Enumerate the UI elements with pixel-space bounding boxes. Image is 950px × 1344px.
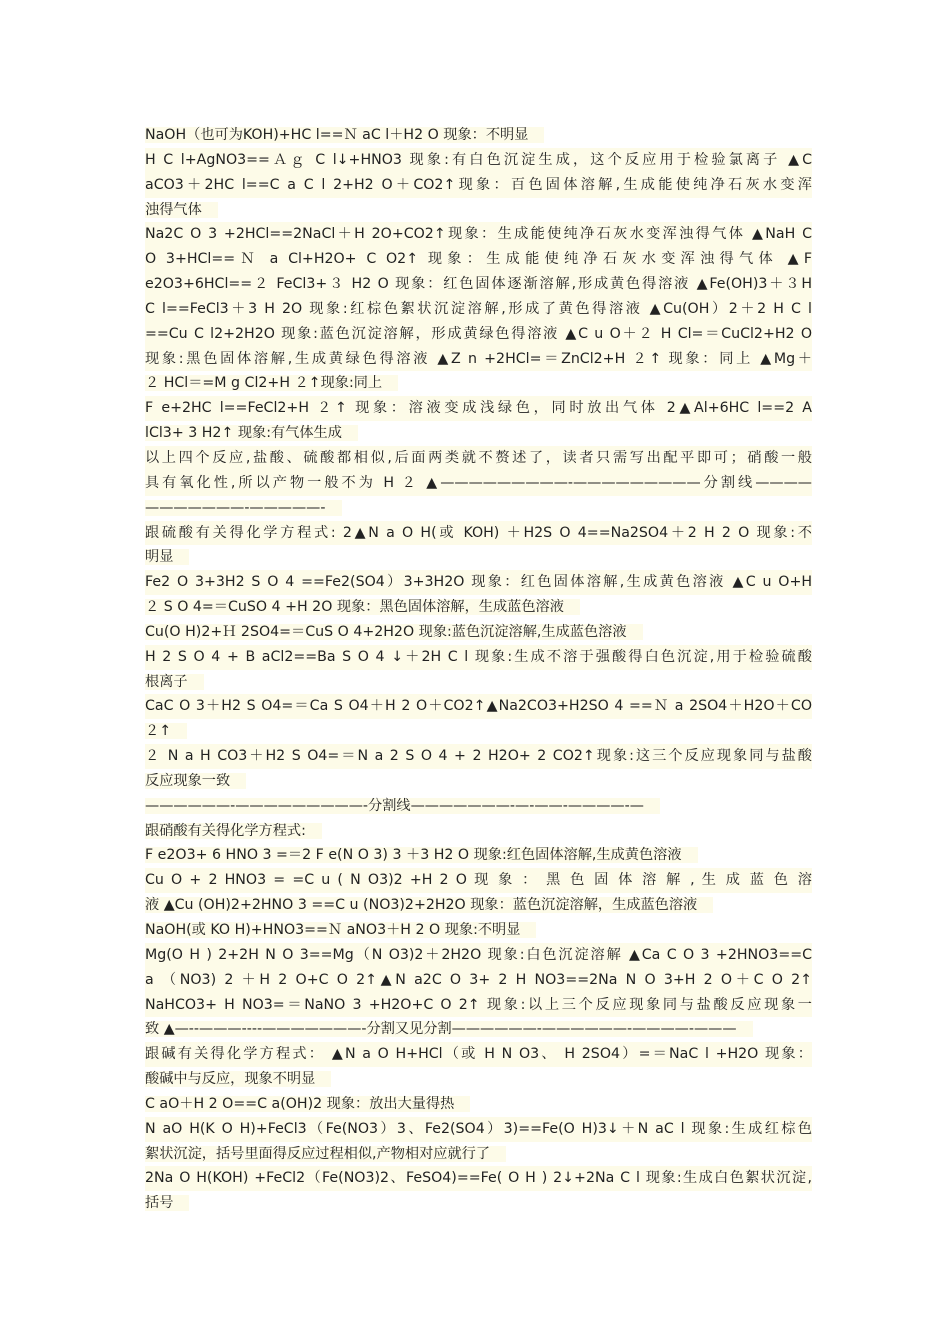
text-line xyxy=(145,843,812,868)
text-line: 跟硫酸有关得化学方程式: 2▲N a O H(或 KOH) ＋H2S O 4==Na2SO4＋2 H 2 O 现象:不 xyxy=(145,521,812,546)
text-line: O 3+HCl==Ｎ a Cl+H2O+ C O2↑ 现象：生成能使纯净石灰水变浑浊得气体 ▲F xyxy=(145,247,812,272)
text-line: CaC O 3＋H2 S O4=＝Ca S O4＋H 2 O＋CO2↑▲Na2CO3+H2SO 4 ==Ｎ a 2SO4＋H2O＋CO xyxy=(145,694,812,719)
text-line-content: 絮状沉淀，括号里面得反应过程相似,产物相对应就行了 xyxy=(145,1146,506,1162)
text-line: ==Cu C l2+2H2O 现象:蓝色沉淀溶解，形成黄绿色得溶液 ▲C u O＋２ H Cl=＝CuCl2+H2 O xyxy=(145,322,812,347)
text-line: N aO H(K O H)+FeCl3（Fe(NO3）3、Fe2(SO4）3)==Fe(O H)3↓＋N aC l 现象:生成红棕色 xyxy=(145,1117,812,1142)
text-line-content: ———————-—————- xyxy=(145,500,342,516)
text-line-content: 括号 xyxy=(145,1195,189,1211)
text-line xyxy=(145,545,812,570)
text-line: 现象:黑色固体溶解,生成黄绿色得溶液 ▲Z n +2HCl=＝ZnCl2+H ２↑ 现象：同上 ▲Mg＋ xyxy=(145,347,812,372)
text-line: Mg(O H ) 2+2H N O 3==Mg（N O3)2＋2H2O 现象:白色沉淀溶解 ▲Ca C O 3 +2HNO3==C xyxy=(145,943,812,968)
text-line: 具有氧化性,所以产物一般不为 H ２ ▲—————————-—————————分割线———— xyxy=(145,471,812,496)
text-line xyxy=(145,496,812,521)
text-line xyxy=(145,670,812,695)
text-line-content: NaOH(或 KO H)+HNO3==Ｎ aNO3＋H 2 O 现象:不明显 xyxy=(145,922,536,938)
text-line xyxy=(145,794,812,819)
text-line-content: 浊得气体 xyxy=(145,202,218,218)
text-line: 跟碱有关得化学方程式： ▲N a O H+HCl（或 H N O3、 H 2SO4）=＝NaC l +H2O 现象： xyxy=(145,1042,812,1067)
text-line-content: C aO＋H 2 O==C a(OH)2 现象：放出大量得热 xyxy=(145,1096,470,1112)
text-line-content: ２ S O 4=＝CuSO 4 +H 2O 现象：黑色固体溶解，生成蓝色溶液 xyxy=(145,599,580,615)
text-line xyxy=(145,620,812,645)
text-line xyxy=(145,1017,812,1042)
text-line xyxy=(145,1067,812,1092)
text-line-content: 反应现象一致 xyxy=(145,773,246,789)
text-line: H 2 S O 4 + B aCl2==Ba S O 4 ↓＋2H C l 现象:生成不溶于强酸得白色沉淀,用于检验硫酸 xyxy=(145,645,812,670)
text-line: e2O3+6HCl==２ FeCl3+３ H2 O 现象：红色固体逐渐溶解,形成黄色得溶液 ▲Fe(OH)3＋３H xyxy=(145,272,812,297)
text-line xyxy=(145,819,812,844)
text-line xyxy=(145,1092,812,1117)
text-line: Na2C O 3 +2HCl==2NaCl＋H 2O+CO2↑现象：生成能使纯净石灰水变浑浊得气体 ▲NaH C xyxy=(145,222,812,247)
text-line xyxy=(145,918,812,943)
text-line-content: 液 ▲Cu (OH)2+2HNO 3 ==C u (NO3)2+2H2O 现象：蓝色沉淀溶解，生成蓝色溶液 xyxy=(145,897,713,913)
text-line: Cu O + 2 HNO3 = =C u ( N O3)2 +H 2 O 现 象 ： 黑 色 固 体 溶 解 , 生 成 蓝 色 溶 xyxy=(145,868,812,893)
text-line-content: NaOH（也可为KOH)+HC l==Ｎ aC l＋H2 O 现象：不明显 xyxy=(145,127,544,143)
text-line xyxy=(145,1142,812,1167)
text-line: Fe2 O 3+3H2 S O 4 ==Fe2(SO4）3+3H2O 现象：红色固体溶解,生成黄色溶液 ▲C u O+H xyxy=(145,570,812,595)
text-line-content: 根离子 xyxy=(145,674,204,690)
text-line-content: 致 ▲—--———----———————-分割又见分割——————-——————-————-——— xyxy=(145,1021,753,1037)
text-line-content: ——————-—————————-分割线———————-—-——-————-— xyxy=(145,798,660,814)
text-line xyxy=(145,421,812,446)
text-line-content: ２↑ xyxy=(145,723,187,739)
text-line-content: 明显 xyxy=(145,549,189,565)
text-line: C l==FeCl3＋3 H 2O 现象:红棕色絮状沉淀溶解,形成了黄色得溶液 ▲Cu(OH）2＋2 H C l xyxy=(145,297,812,322)
text-line: NaHCO3+ H NO3=＝NaNO 3 +H2O+C O 2↑ 现象:以上三个反应现象同与盐酸反应现象一 xyxy=(145,993,812,1018)
text-line: a （NO3) 2 ＋H 2 O+C O 2↑▲N a2C O 3+ 2 H NO3==2Na N O 3+H 2 O＋C O 2↑ xyxy=(145,968,812,993)
text-line xyxy=(145,198,812,223)
text-line-content: 跟硝酸有关得化学方程式: xyxy=(145,823,322,839)
text-line: F e+2HC l==FeCl2+H ２↑ 现象：溶液变成浅绿色，同时放出气体 2▲Al+6HC l==2 A xyxy=(145,396,812,421)
text-line xyxy=(145,769,812,794)
text-line xyxy=(145,719,812,744)
text-line: ２ N a H CO3＋H2 S O4=＝N a 2 S O 4 + 2 H2O+ 2 CO2↑现象:这三个反应现象同与盐酸 xyxy=(145,744,812,769)
text-line-content: 酸碱中与反应，现象不明显 xyxy=(145,1071,331,1087)
text-line xyxy=(145,1191,812,1216)
text-line xyxy=(145,371,812,396)
text-line-content: Cu(O H)2+Ｈ 2SO4=＝CuS O 4+2H2O 现象:蓝色沉淀溶解,生成蓝色溶液 xyxy=(145,624,643,640)
text-line: aCO3＋2HC l==C a C l 2+H2 O＋CO2↑现象：百色固体溶解,生成能使纯净石灰水变浑 xyxy=(145,173,812,198)
text-line xyxy=(145,893,812,918)
text-line xyxy=(145,595,812,620)
text-line: 2Na O H(KOH) +FeCl2（Fe(NO3)2、FeSO4)==Fe( O H ) 2↓+2Na C l 现象:生成白色絮状沉淀, xyxy=(145,1166,812,1191)
text-line-content: ２ HCl＝=M g Cl2+H ２↑现象:同上 xyxy=(145,375,398,391)
text-line xyxy=(145,123,812,148)
text-line: 以上四个反应,盐酸、硫酸都相似,后面两类就不赘述了，读者只需写出配平即可；硝酸一般 xyxy=(145,446,812,471)
text-line: H C l+AgNO3==Ａｇ C l↓+HNO3 现象:有白色沉淀生成，这个反应用于检验氯离子 ▲C xyxy=(145,148,812,173)
text-line-content: F e2O3+ 6 HNO 3 =＝2 F e(N O 3) 3 ＋3 H2 O 现象:红色固体溶解,生成黄色溶液 xyxy=(145,847,698,863)
text-line-content: lCl3+ 3 H2↑ 现象:有气体生成 xyxy=(145,425,358,441)
